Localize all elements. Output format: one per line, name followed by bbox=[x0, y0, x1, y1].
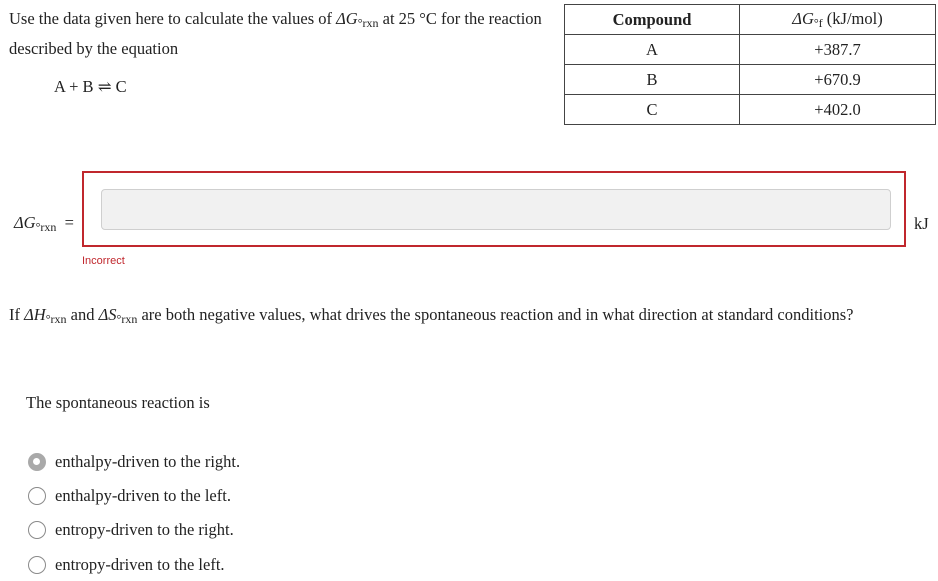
table-row bbox=[565, 95, 936, 125]
radio-icon[interactable] bbox=[28, 556, 46, 574]
table-row bbox=[565, 65, 936, 95]
answer-unit: kJ bbox=[914, 214, 929, 233]
value-cell: +670.9 bbox=[740, 65, 936, 95]
question-1-text: Use the data given here to calculate the values of $\Delta G_{^\circ rxn}$ at 25 °C for the reaction described by the equation bbox=[9, 9, 542, 58]
value-cell: +402.0 bbox=[740, 95, 936, 125]
delta-g-symbol: ΔG bbox=[336, 9, 358, 28]
option-label: entropy-driven to the right. bbox=[55, 520, 234, 539]
value-cell: +387.7 bbox=[740, 35, 936, 65]
radio-icon[interactable] bbox=[28, 521, 46, 539]
option-enthalpy-right[interactable] bbox=[28, 451, 240, 473]
option-entropy-left[interactable] bbox=[28, 554, 225, 576]
option-entropy-right[interactable] bbox=[28, 519, 234, 541]
answer-box bbox=[82, 171, 906, 247]
compound-cell: A bbox=[565, 35, 740, 65]
question-2-prompt: The spontaneous reaction is bbox=[26, 393, 210, 412]
feedback-incorrect: Incorrect bbox=[82, 255, 125, 267]
answer-input[interactable] bbox=[101, 189, 891, 230]
question-2-text: If $\Delta H_{^\circ rxn}$ and $\Delta S_{^\circ rxn}$ are both negative values, what drives the spontaneous reaction and in what direction at standard conditions? bbox=[9, 305, 854, 326]
option-enthalpy-left[interactable] bbox=[28, 485, 231, 507]
table-header-row bbox=[565, 5, 936, 35]
table-row bbox=[565, 35, 936, 65]
compound-cell: C bbox=[565, 95, 740, 125]
delta-gf-header: $\Delta G_{^\circ f}$ (kJ/mol) bbox=[740, 5, 936, 35]
compound-header: Compound bbox=[565, 5, 740, 35]
radio-selected-icon[interactable] bbox=[28, 453, 46, 471]
option-label: enthalpy-driven to the right. bbox=[55, 452, 241, 471]
thermo-data-table bbox=[564, 4, 936, 125]
radio-icon[interactable] bbox=[28, 487, 46, 505]
option-label: entropy-driven to the left. bbox=[55, 555, 225, 574]
delta-g-subscript: °rxn bbox=[357, 16, 379, 30]
answer-label: $\Delta G_{^\circ rxn}$ = bbox=[14, 213, 74, 234]
option-label: enthalpy-driven to the left. bbox=[55, 486, 231, 505]
compound-cell: B bbox=[565, 65, 740, 95]
reaction-equation: A + B ⇌ C bbox=[54, 77, 127, 96]
